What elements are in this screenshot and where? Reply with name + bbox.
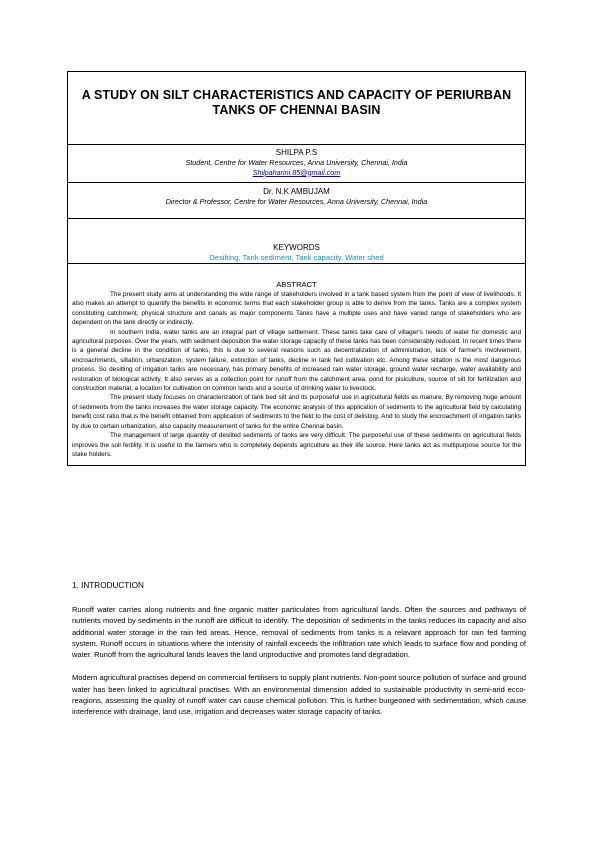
paper-title: A STUDY ON SILT CHARACTERISTICS AND CAPACITY OF PERIURBAN TANKS OF CHENNAI BASIN: [81, 88, 512, 117]
author-affiliation: Student, Centre for Water Resources, Anna University, Chennai, India: [185, 158, 408, 167]
keywords-list: Desilting, Tank sediment, Tank capacity, Water shed: [209, 253, 384, 262]
abstract-block: [68, 263, 525, 465]
abstract-paragraph: In southern India, water tanks are an integral part of village settlement. These tanks take care of villager's needs of water for domestic and agricultural purposes. Over the years, with sediment deposition the water storage capacity of these tanks has been considerably reduced. In recent times there is a general decline in the condition of tanks, this is due to several reasons such as decentralization of administration, lack of farmer's involvement, encroachments, siltation, urbanization, system failure, extinction of tanks, decline in tank fed cultivation etc. Among these siltation is the most dangerous process. So desilting of irrigation tanks are necessary, has primary benefits of increased rain water storage, ground water recharge, water availability and restoration of biological activity. It also serves as a collection point for runoff from the catchment area, pond for pisiculture, source of silt for fertilization and construction material, a location for cultivation on common lands and a source of drinking water to livestock.: [72, 328, 521, 393]
introduction-section: [72, 580, 526, 718]
abstract-paragraph: The present study focuses on characterization of tank bed silt and its purposeful use in agricultural fields as manure. By removing huge amount of sediments from the tanks increases the water storage capacity. The economic analysis of this application of sediments to the agricultural field by calculating benefit cost ratio that is the benefit obtained from application of sediments to the field to the cost of delisting. And to study the encroachment of irrigation tanks by due to certain urbanization, also capacity measurement of tanks for the entire Chennai basin.: [72, 394, 521, 430]
body-paragraph: Modern agricultural practises depend on commercial fertilisers to supply plant nutrients. Non-point source pollution of surface and ground water has been linked to agricultural practises. With an environmental dimension added to sustainable productivity in semi-arid ecco-reagions, assessing the quality of runoff water can cause chemical pollution. This is further burgeoned with sedimentation, which cause interference with drainage, land use, irrigation and decreases water storage capacity of tanks.: [72, 673, 526, 717]
author-block-1: [68, 144, 525, 182]
author-name: SHILPA P.S: [275, 148, 318, 157]
header-box: [67, 71, 526, 466]
section-heading: 1. INTRODUCTION: [72, 581, 144, 590]
author-name: Dr. N.K AMBUJAM: [263, 187, 330, 196]
author-block-2: [68, 182, 525, 218]
abstract-heading: ABSTRACT: [276, 280, 317, 289]
keywords-block: [68, 218, 525, 263]
abstract-paragraph: The present study aims at understanding the wide range of stakeholders involved in a tank based system from the point of view of livelihoods. It also makes an attempt to quantify the benefits in economic terms that each stakeholder group is able to derive from the tanks. Tanks are a complex system constituting catchment, physical structure and canals as major components Tanks have a multiple uses and have varied range of stakeholders who are dependent on the tank directly or indirectly.: [72, 291, 521, 327]
author-email-link[interactable]: Shilpaharini.85@gmail.com: [252, 167, 341, 177]
author-affiliation: Director & Professor, Centre for Water Resources, Anna University, Chennai, India: [165, 197, 428, 206]
abstract-paragraph: The management of large quantity of desilted sediments of tanks are very difficult. The purposeful use of these sediments on agricultural fields improves the soil fertility. It is useful to the farmers who is completely depends agriculture as their life source. Here tanks act as multipurpose source for the stake holders.: [72, 432, 521, 458]
keywords-heading: KEYWORDS: [273, 243, 320, 252]
title-cell: [68, 72, 525, 144]
body-paragraph: Runoff water carries along nutrients and fine organic matter particulates from agricultural lands. Often the sources and pathways of nutrients moved by sediments in the runoff are difficult to identify. The deposition of sediments in the tanks reduces its capacity and also additional water storage in the rain fed areas. Hence, removal of sediments from tanks is a relavant approach for rain fed farming system. Runoff occurs in situations where the intensity of rainfall exceeds the infiltration rate which leads to surface flow and ponding of water. Runoff from the agricultural lands leaves the land unproductive and promotes land degradation.: [72, 605, 526, 660]
